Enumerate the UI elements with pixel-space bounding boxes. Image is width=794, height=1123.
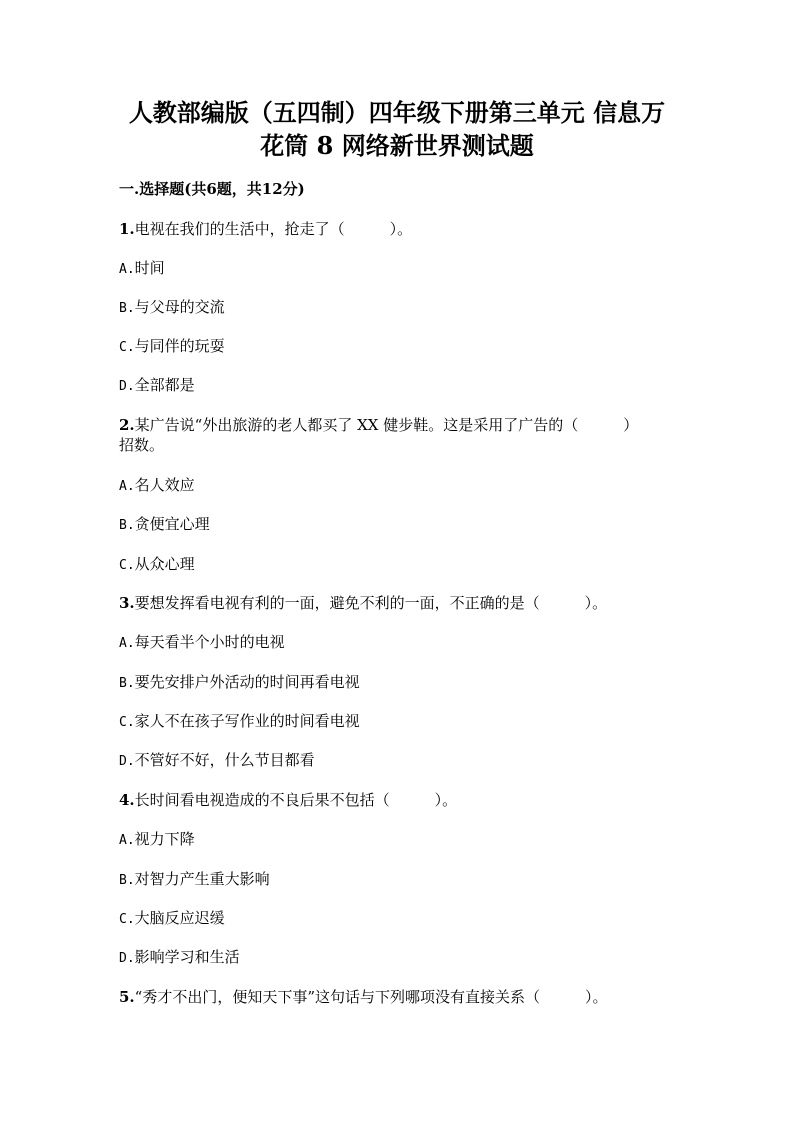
option-text: 名人效应: [134, 476, 195, 494]
option-text: 全部都是: [134, 376, 195, 394]
option-key: C.: [119, 340, 135, 355]
option-text: 从众心理: [134, 555, 195, 573]
option-key: C.: [119, 912, 135, 927]
option-key: D.: [119, 951, 135, 966]
question-text: 电视在我们的生活中，抢走了（ ）。: [134, 220, 413, 238]
question-1: [119, 219, 412, 239]
option-key: B.: [119, 518, 135, 533]
page-title-line-1: 人教部编版（五四制）四年级下册第三单元 信息万: [128, 98, 666, 127]
question-2: [119, 415, 638, 435]
question-number: 5.: [119, 988, 135, 1006]
option-key: A.: [119, 262, 135, 277]
option-key: A.: [119, 833, 135, 848]
option-text: 视力下降: [134, 830, 195, 848]
option-key: C.: [119, 558, 135, 573]
question-number: 4.: [119, 791, 135, 809]
question-number: 3.: [119, 594, 135, 612]
question-3-option-a: [119, 632, 285, 654]
question-3: [119, 593, 607, 613]
section-heading: 一.选择题(共6题，共12分): [119, 180, 305, 198]
question-4-option-d: [119, 947, 240, 969]
question-number: 1.: [119, 220, 135, 238]
option-text: 对智力产生重大影响: [134, 870, 270, 888]
question-3-option-d: [119, 750, 315, 772]
option-key: B.: [119, 676, 135, 691]
option-key: B.: [119, 301, 135, 316]
question-1-option-a: [119, 258, 165, 280]
question-2-option-c: [119, 554, 195, 576]
question-2-continuation: 招数。: [119, 436, 165, 454]
option-text: 与父母的交流: [134, 298, 225, 316]
question-4-option-a: [119, 829, 195, 851]
question-2-option-b: [119, 514, 210, 536]
option-text: 不管好不好，什么节目都看: [134, 751, 315, 769]
question-4-option-c: [119, 908, 225, 930]
question-text: “秀才不出门，便知天下事”这句话与下列哪项没有直接关系（ ）。: [134, 988, 608, 1006]
option-text: 家人不在孩子写作业的时间看电视: [134, 712, 360, 730]
question-1-option-d: [119, 375, 195, 397]
option-key: C.: [119, 715, 135, 730]
option-key: D.: [119, 379, 135, 394]
question-1-option-b: [119, 297, 225, 319]
page-title-line-2: 花筒 8 网络新世界测试题: [260, 131, 534, 160]
question-2-option-a: [119, 475, 195, 497]
question-4: [119, 790, 457, 810]
option-text: 大脑反应迟缓: [134, 909, 225, 927]
option-key: A.: [119, 479, 135, 494]
option-text: 时间: [134, 259, 165, 277]
question-5: [119, 987, 608, 1007]
question-text: 要想发挥看电视有利的一面，避免不利的一面，不正确的是（ ）。: [134, 594, 608, 612]
question-1-option-c: [119, 336, 225, 358]
question-number: 2.: [119, 416, 135, 434]
option-text: 与同伴的玩耍: [134, 337, 225, 355]
option-key: D.: [119, 754, 135, 769]
option-text: 影响学习和生活: [134, 948, 240, 966]
option-key: A.: [119, 636, 135, 651]
option-text: 每天看半个小时的电视: [134, 633, 285, 651]
question-3-option-c: [119, 711, 360, 733]
option-text: 贪便宜心理: [134, 515, 210, 533]
question-text: 长时间看电视造成的不良后果不包括（ ）。: [134, 791, 458, 809]
option-key: B.: [119, 873, 135, 888]
question-3-option-b: [119, 672, 360, 694]
option-text: 要先安排户外活动的时间再看电视: [134, 673, 360, 691]
question-text: 某广告说“外出旅游的老人都买了 XX 健步鞋。这是采用了广告的（ ）: [134, 416, 639, 434]
question-4-option-b: [119, 869, 270, 891]
